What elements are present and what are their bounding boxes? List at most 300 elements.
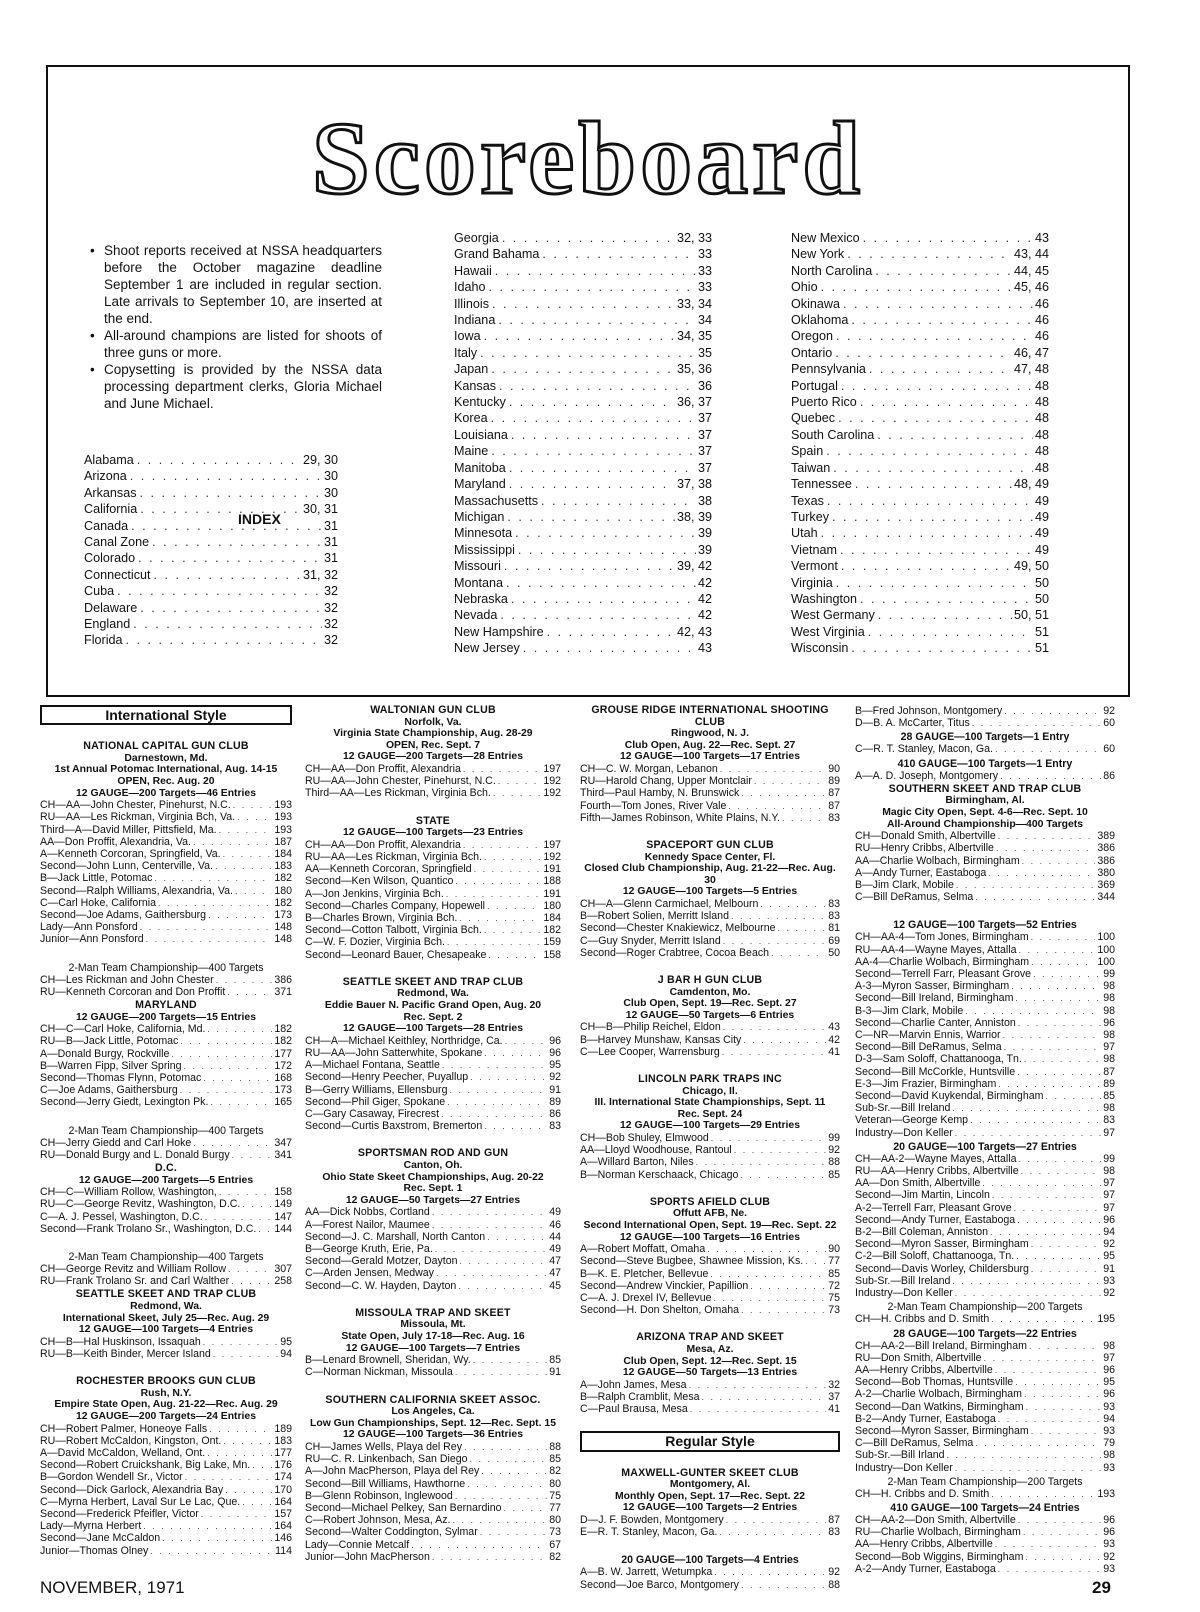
shooter-name: CH—B—Philip Reichel, Eldon — [580, 1021, 721, 1034]
event-detail: Kennedy Space Center, Fl. — [644, 851, 776, 863]
shooter-name: Veteran—George Kemp — [855, 1114, 969, 1127]
index-state-name: Minnesota — [454, 526, 513, 541]
leader-dots — [505, 1035, 548, 1047]
index-page-numbers: 31 — [323, 551, 338, 566]
shooter-name: Second—Ralph Williams, Alexandria, Va. — [40, 884, 233, 897]
index-page-numbers: 49 — [1034, 493, 1049, 508]
shooter-name: C—A. J. Pessel, Washington, D.C. — [40, 1210, 203, 1223]
shooter-name: Second—Frederick Pfeifler, Victor — [40, 1508, 199, 1521]
club-result-section — [580, 705, 840, 824]
score: 174 — [274, 1471, 292, 1484]
index-page-numbers: 50 — [1034, 591, 1049, 606]
score: 85 — [1103, 1090, 1115, 1103]
result-row — [580, 947, 840, 959]
index-entry — [791, 328, 1049, 344]
leader-dots — [1031, 956, 1095, 968]
result-row — [580, 775, 840, 787]
event-detail: Club Open, Aug. 22—Rec. Sept. 27 — [624, 739, 796, 751]
result-row — [305, 1231, 561, 1243]
event-subheading: 2-Man Team Championship—400 Targets — [68, 961, 264, 974]
index-page-numbers: 33, 34 — [676, 296, 712, 311]
event-detail: Darnestown, Md. — [124, 752, 208, 764]
score: 42 — [828, 1033, 840, 1046]
score: 182 — [274, 1035, 292, 1048]
index-entry — [454, 394, 712, 410]
club-result-section — [40, 1289, 292, 1360]
index-page-numbers: 43, 44 — [1013, 247, 1049, 262]
leader-dots — [855, 476, 1012, 492]
leader-dots — [1024, 1388, 1101, 1400]
score: 191 — [543, 887, 561, 900]
index-entry — [791, 312, 1049, 328]
event-detail: Camdenton, Mo. — [669, 986, 751, 998]
event-detail: Rec. Sept. 24 — [677, 1108, 743, 1120]
index-page-numbers: 48, 49 — [1013, 477, 1049, 492]
shooter-name: B—Harvey Munshaw, Kansas City — [580, 1033, 742, 1046]
result-row — [580, 1046, 840, 1058]
index-page-numbers: 37 — [697, 460, 712, 475]
leader-dots — [1017, 1066, 1101, 1078]
score: 98 — [1103, 1004, 1115, 1017]
club-result-section — [305, 705, 561, 800]
index-entry — [791, 296, 1049, 312]
shooter-name: C—Paul Brausa, Mesa — [580, 1403, 688, 1416]
shooter-name: B—Fred Johnson, Montgomery — [855, 705, 1003, 717]
score: 99 — [828, 1131, 840, 1144]
index-page-numbers: 51 — [1034, 641, 1049, 656]
score: 97 — [1103, 1177, 1115, 1190]
score: 100 — [1097, 955, 1115, 968]
leader-dots — [827, 493, 1033, 509]
index-state-name: Cuba — [84, 584, 115, 599]
result-row — [855, 1202, 1115, 1214]
index-state-name: Arizona — [84, 469, 127, 484]
leader-dots — [541, 493, 696, 509]
leader-dots — [492, 296, 675, 312]
result-row — [305, 1514, 561, 1526]
leader-dots — [152, 534, 322, 550]
score: 164 — [274, 1520, 292, 1533]
leader-dots — [1016, 1250, 1101, 1262]
shooter-name: CH—Les Rickman and John Chester — [40, 973, 214, 986]
event-detail: International Skeet, July 25—Rec. Aug. 29 — [62, 1312, 270, 1324]
score: 114 — [275, 1544, 292, 1557]
score: 32 — [828, 1378, 840, 1391]
shooter-name: C—Myrna Herbert, Laval Sur Le Lac, Que. — [40, 1495, 241, 1508]
leader-dots — [140, 600, 322, 616]
result-row — [855, 1263, 1115, 1275]
index-page-numbers: 30 — [323, 485, 338, 500]
index-entry — [454, 263, 712, 279]
score: 95 — [1103, 1376, 1115, 1389]
leader-dots — [840, 542, 1033, 558]
result-row — [40, 1084, 292, 1096]
index-entry — [454, 509, 712, 525]
index-state-name: Virginia — [791, 575, 833, 590]
leader-dots — [843, 296, 1033, 312]
event-detail: Eddie Bauer N. Pacific Grand Open, Aug. 20 — [324, 999, 542, 1011]
event-detail: 12 GAUGE—100 Targets—17 Entries — [620, 751, 800, 763]
shooter-name: C—Robert Johnson, Mesa, Az. — [305, 1514, 451, 1527]
leader-dots — [1004, 705, 1101, 717]
event-detail: Offutt AFB, Ne. — [672, 1208, 748, 1220]
result-row — [855, 1005, 1115, 1017]
leader-dots — [996, 842, 1095, 854]
shooter-name: RU—AA—Les Rickman, Virginia Bch, Va. — [40, 811, 236, 824]
score: 188 — [543, 875, 561, 888]
shooter-name: Second—J. C. Marshall, North Canton — [305, 1230, 486, 1243]
shooter-name: RU—Harold Chang, Upper Montclair — [580, 775, 752, 788]
event-detail: 12 GAUGE—100 Targets—23 Entries — [343, 827, 523, 839]
event-subheading: 12 GAUGE—100 Targets—52 Entries — [893, 919, 1077, 932]
leader-dots — [235, 885, 272, 897]
shooter-name: CH—B—Hal Huskinson, Issaquah — [40, 1335, 201, 1348]
leader-dots — [237, 811, 272, 823]
event-detail: Club Open, Sept. 19—Rec. Sept. 27 — [623, 998, 797, 1010]
score: 97 — [1103, 1201, 1115, 1214]
result-row — [580, 787, 840, 799]
leader-dots — [743, 1034, 826, 1046]
score: 77 — [828, 1255, 840, 1268]
leader-dots — [1004, 1041, 1102, 1053]
shooter-name: CH—AA—Don Proffit, Alexandria — [305, 838, 461, 851]
shooter-name: Second—David Kuykendal, Birmingham — [855, 1090, 1044, 1103]
index-state-name: Canada — [84, 518, 129, 533]
leader-dots — [1022, 855, 1096, 867]
leader-dots — [117, 583, 322, 599]
leader-dots — [158, 897, 272, 909]
result-row — [305, 1035, 561, 1047]
event-detail: 12 GAUGE—100 Targets—7 Entries — [345, 1342, 521, 1354]
results-column-4 — [855, 705, 1115, 1577]
result-row — [40, 1211, 292, 1223]
index-page-numbers: 43 — [1034, 231, 1049, 245]
club-result-section — [40, 741, 292, 945]
index-entry — [454, 558, 712, 574]
score: 307 — [274, 1263, 292, 1276]
club-name: SEATTLE SKEET AND TRAP CLUB — [75, 1288, 257, 1301]
score: 173 — [274, 1084, 292, 1097]
leader-dots — [1031, 931, 1096, 943]
shooter-name: C—Lee Cooper, Warrensburg — [580, 1045, 720, 1058]
leader-dots — [726, 1514, 827, 1526]
shooter-name: RU—Frank Trolano Sr. and Carl Walther — [40, 1275, 230, 1288]
index-state-name: Alabama — [84, 453, 134, 467]
shooter-name: Second—Gerald Motzer, Dayton — [305, 1255, 458, 1268]
leader-dots — [975, 1437, 1101, 1449]
score: 88 — [549, 1440, 561, 1453]
leader-dots — [841, 558, 1012, 574]
event-detail: III. International State Championships, Sept. 11 — [594, 1097, 826, 1109]
score: 192 — [543, 850, 561, 863]
shooter-name: A—Kenneth Corcoran, Springfield, Va. — [40, 847, 221, 860]
leader-dots — [841, 378, 1033, 394]
index-heading: INDEX — [238, 511, 281, 527]
leader-dots — [952, 1102, 1101, 1114]
score: 88 — [828, 1578, 840, 1591]
result-row — [580, 1579, 840, 1591]
leader-dots — [180, 1035, 272, 1047]
club-name: SPORTSMAN ROD AND GUN — [357, 1147, 509, 1160]
leader-dots — [702, 1391, 827, 1403]
score: 83 — [1103, 1114, 1115, 1127]
shooter-name: A—B. W. Jarrett, Wetumpka — [580, 1566, 713, 1579]
result-row — [580, 1255, 840, 1267]
score: 92 — [1103, 1287, 1115, 1300]
shooter-name: Second—Bob Wiggins, Birmingham — [855, 1550, 1024, 1563]
result-row — [305, 1539, 561, 1551]
index-entry — [84, 468, 338, 484]
index-entry — [84, 518, 338, 534]
shooter-name: D—B. A. McCarter, Titus — [855, 717, 970, 730]
index-page-numbers: 33 — [697, 263, 712, 278]
leader-dots — [1021, 1165, 1102, 1177]
leader-dots — [509, 394, 675, 410]
score: 183 — [274, 860, 292, 873]
shooter-name: Second—Jerry Giedt, Lexington Pk. — [40, 1096, 209, 1109]
index-page-numbers: 44, 45 — [1013, 263, 1049, 278]
index-page-numbers: 32 — [323, 633, 338, 648]
leader-dots — [455, 1490, 547, 1502]
shooter-name: AA—Kenneth Corcoran, Springfield — [305, 863, 472, 876]
score: 67 — [549, 1538, 561, 1551]
index-column-1 — [84, 452, 338, 649]
club-result-section — [855, 1476, 1115, 1500]
shooter-name: CH—AA-2—Bill Ireland, Birmingham — [855, 1339, 1027, 1352]
result-row — [855, 1313, 1115, 1325]
index-state-name: Wisconsin — [791, 641, 849, 656]
shooter-name: Third—AA—Les Rickman, Virginia Bch. — [305, 787, 491, 800]
score: 195 — [1097, 1313, 1115, 1326]
result-row — [855, 1287, 1115, 1299]
score: 85 — [828, 1168, 840, 1181]
shooter-name: C—Norman Nickman, Missoula — [305, 1366, 453, 1379]
score: 184 — [274, 847, 292, 860]
result-row — [855, 855, 1115, 867]
club-result-section — [305, 816, 561, 961]
leader-dots — [689, 1379, 827, 1391]
leader-dots — [171, 1048, 272, 1060]
leader-dots — [130, 468, 322, 484]
leader-dots — [459, 912, 541, 924]
score: 43 — [828, 1021, 840, 1034]
leader-dots — [991, 1313, 1095, 1325]
club-name: SPACEPORT GUN CLUB — [646, 838, 774, 851]
leader-dots — [696, 1156, 827, 1168]
index-page-numbers: 32 — [323, 617, 338, 632]
score: 344 — [1097, 891, 1115, 904]
leader-dots — [741, 787, 826, 799]
leader-dots — [860, 394, 1033, 410]
index-state-name: New Hampshire — [454, 624, 544, 639]
score: 148 — [274, 921, 292, 934]
result-row — [40, 836, 292, 848]
event-detail: 12 GAUGE—200 Targets—5 Entries — [78, 1174, 254, 1186]
shooter-name: Second—Terrell Farr, Pleasant Grove — [855, 968, 1032, 981]
index-page-numbers: 35, 36 — [676, 362, 712, 377]
result-row — [855, 944, 1115, 956]
leader-dots — [984, 1352, 1102, 1364]
index-entry — [454, 312, 712, 328]
index-page-numbers: 46 — [1034, 329, 1049, 344]
leader-dots — [821, 279, 1012, 295]
index-page-numbers: 39, 42 — [676, 559, 712, 574]
leader-dots — [509, 476, 675, 492]
index-page-numbers: 51 — [1034, 624, 1049, 639]
shooter-name: RU—Kenneth Corcoran and Don Proffit — [40, 985, 226, 998]
shooter-name: Junior—John MacPherson — [305, 1550, 430, 1563]
shooter-name: RU—Donald Burgy and L. Donald Burgy — [40, 1148, 230, 1161]
result-row — [580, 1021, 840, 1033]
shooter-name: CH—AA-4—Tom Jones, Birmingham — [855, 931, 1029, 944]
leader-dots — [455, 875, 541, 887]
index-page-numbers: 32, 33 — [676, 231, 712, 245]
result-row — [580, 1144, 840, 1156]
score: 49 — [549, 1242, 561, 1255]
leader-dots — [507, 509, 675, 525]
shooter-name: A—Willard Barton, Niles — [580, 1156, 694, 1169]
leader-dots — [1031, 1238, 1102, 1250]
result-row — [855, 1425, 1115, 1437]
leader-dots — [851, 640, 1033, 656]
result-row — [305, 763, 561, 775]
index-page-numbers: 49 — [1034, 509, 1049, 524]
leader-dots — [209, 1423, 272, 1435]
shooter-name: Sub-Sr.—Bill Irland — [855, 1449, 945, 1462]
event-detail: Canton, Oh. — [403, 1159, 463, 1171]
result-row — [40, 897, 292, 909]
result-row — [305, 1255, 561, 1267]
score: 50 — [828, 946, 840, 959]
result-row — [40, 1447, 292, 1459]
index-page-numbers: 31, 32 — [302, 567, 338, 582]
shooter-name: RU—AA—Les Rickman, Virginia Bch. — [305, 850, 483, 863]
leader-dots — [998, 1563, 1101, 1575]
result-row — [855, 705, 1115, 717]
score: 82 — [549, 1550, 561, 1563]
result-row — [580, 1243, 840, 1255]
result-row — [40, 1508, 292, 1520]
leader-dots — [484, 924, 541, 936]
leader-dots — [458, 1280, 547, 1292]
leader-dots — [447, 936, 541, 948]
shooter-name: Second—Frank Trolano Sr., Washington, D.C. — [40, 1222, 257, 1235]
score: 91 — [1103, 1262, 1115, 1275]
score: 158 — [274, 1186, 292, 1199]
result-row — [855, 1127, 1115, 1139]
shooter-name: Second—Chester Knakiewicz, Melbourne — [580, 922, 776, 935]
leader-dots — [215, 860, 272, 872]
score: 94 — [280, 1348, 292, 1361]
score: 98 — [1103, 1102, 1115, 1115]
score: 172 — [274, 1059, 292, 1072]
index-entry — [84, 567, 338, 583]
score: 72 — [828, 1279, 840, 1292]
index-state-name: Japan — [454, 362, 489, 377]
result-row — [855, 830, 1115, 842]
result-row — [40, 986, 292, 998]
scoreboard-header-box — [46, 65, 1130, 697]
shooter-name: Second—Davis Worley, Childersburg — [855, 1262, 1029, 1275]
result-row — [40, 1072, 292, 1084]
result-row — [855, 992, 1115, 1004]
results-column-1 — [40, 705, 292, 1573]
shooter-name: A-2—Terrell Farr, Pleasant Grove — [855, 1201, 1012, 1214]
leader-dots — [484, 328, 675, 344]
score: 94 — [1103, 1226, 1115, 1239]
shooter-name: Second—C. W. Hayden, Dayton — [305, 1279, 457, 1292]
leader-dots — [502, 230, 675, 246]
shooter-name: CH—A—Glenn Carmichael, Melbourn — [580, 897, 759, 910]
leader-dots — [1019, 1153, 1102, 1165]
leader-dots — [782, 812, 826, 824]
score: 99 — [1103, 1152, 1115, 1165]
index-state-name: Georgia — [454, 231, 499, 245]
shooter-name: Second—Thomas Flynn, Potomac — [40, 1072, 202, 1085]
result-row — [40, 811, 292, 823]
index-page-numbers: 50, 51 — [1013, 608, 1049, 623]
club-result-section — [855, 784, 1115, 904]
index-state-name: Kentucky — [454, 395, 506, 410]
index-entry — [84, 485, 338, 501]
index-state-name: Missouri — [454, 559, 501, 574]
score: 258 — [274, 1275, 292, 1288]
result-row — [305, 1071, 561, 1083]
result-row — [855, 1413, 1115, 1425]
club-result-section — [305, 1308, 561, 1379]
score: 87 — [1103, 1065, 1115, 1078]
leader-dots — [1033, 968, 1101, 980]
score: 149 — [274, 1198, 292, 1211]
leader-dots — [1015, 992, 1101, 1004]
index-state-name: Manitoba — [454, 460, 506, 475]
result-row — [40, 885, 292, 897]
index-entry — [454, 640, 712, 656]
shooter-name: Second—Bill Ireland, Birmingham — [855, 992, 1014, 1005]
event-detail: 12 GAUGE—200 Targets—46 Entries — [76, 787, 256, 799]
shooter-name: A—John MacPherson, Playa del Rey — [305, 1465, 480, 1478]
index-entry — [791, 476, 1049, 492]
score: 191 — [543, 863, 561, 876]
page-title: Scoreboard — [311, 101, 865, 216]
index-state-name: Connecticut — [84, 567, 151, 582]
index-page-numbers: 48 — [1034, 460, 1049, 475]
leader-dots — [875, 263, 1012, 279]
index-state-name: England — [84, 617, 131, 632]
shooter-name: Second—Bill Williams, Hawthorne — [305, 1477, 466, 1490]
score: 176 — [274, 1459, 292, 1472]
result-row — [40, 799, 292, 811]
event-subheading: 28 GAUGE—100 Targets—22 Entries — [893, 1327, 1077, 1340]
shooter-name: Second—Charles Company, Hopewell — [305, 899, 485, 912]
score: 80 — [549, 1477, 561, 1490]
event-detail: Redmond, Wa. — [130, 1301, 202, 1313]
leader-dots — [750, 1280, 826, 1292]
result-row — [305, 1478, 561, 1490]
shooter-name: Second—Myron Sasser, Birmingham — [855, 1424, 1029, 1437]
score: 182 — [274, 896, 292, 909]
index-state-name: Spain — [791, 444, 824, 459]
leader-dots — [690, 1403, 826, 1415]
shooter-name: C—W. F. Dozier, Virginia Bch. — [305, 936, 445, 949]
score: 183 — [274, 1434, 292, 1447]
shooter-name: Industry—Don Keller — [855, 1461, 953, 1474]
index-state-name: Turkey — [791, 509, 830, 524]
leader-dots — [728, 800, 826, 812]
score: 83 — [828, 811, 840, 824]
shooter-name: Sub-Sr.—Bill Ireland — [855, 1102, 951, 1115]
result-row — [305, 1551, 561, 1563]
